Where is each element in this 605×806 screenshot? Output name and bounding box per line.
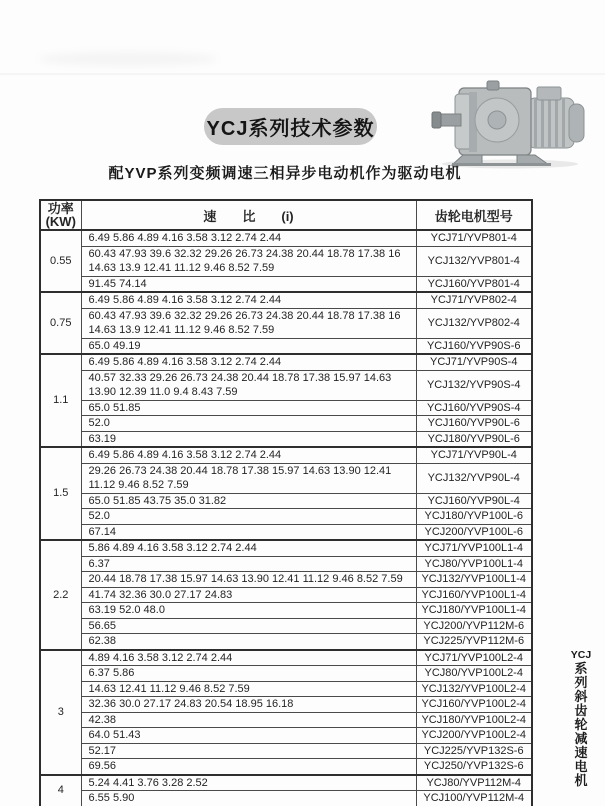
- ratio-cell: 6.37 5.86: [81, 666, 416, 682]
- header-power-line1: 功率: [47, 201, 74, 216]
- ratio-cell: 5.24 4.41 3.76 3.28 2.52: [81, 775, 416, 791]
- model-cell: YCJ132/YVP801-4: [416, 246, 532, 276]
- model-cell: YCJ71/YVP802-4: [416, 292, 532, 308]
- ratio-cell: 62.38: [81, 634, 416, 650]
- model-cell: YCJ200/YVP100L-6: [416, 524, 532, 540]
- ratio-cell: 52.0: [81, 416, 416, 432]
- header-power-line2: (KW): [45, 214, 76, 229]
- model-cell: YCJ71/YVP801-4: [416, 230, 532, 246]
- model-cell: YCJ100/YVP112M-4: [416, 791, 532, 806]
- page-subtitle: 配YVP系列变频调速三相异步电动机作为驱动电机: [108, 165, 462, 182]
- table-row: [40, 759, 532, 775]
- model-cell: YCJ250/YVP132S-6: [416, 759, 532, 775]
- model-cell: YCJ71/YVP100L1-4: [416, 540, 532, 556]
- ratio-cell: 41.74 32.36 30.0 27.17 24.83: [81, 587, 416, 603]
- ratio-cell: 64.0 51.43: [81, 728, 416, 744]
- power-cell: 4: [40, 775, 81, 806]
- ratio-cell: 67.14: [81, 524, 416, 540]
- model-cell: YCJ180/YVP100L2-4: [416, 712, 532, 728]
- ratio-cell: 56.65: [81, 618, 416, 634]
- model-cell: YCJ80/YVP112M-4: [416, 775, 532, 791]
- header-ratio: 速 比 (i): [81, 200, 416, 230]
- ratio-cell: 40.57 32.33 29.26 26.73 24.38 20.44 18.78 17.38 15.97 14.63 13.90 12.39 11.0 9.4 8.43 7.59: [81, 370, 416, 400]
- ratio-cell: 4.89 4.16 3.58 3.12 2.74 2.44: [81, 650, 416, 666]
- table-row: [40, 400, 532, 416]
- model-cell: YCJ80/YVP100L2-4: [416, 666, 532, 682]
- side-label-char: 减: [574, 731, 588, 746]
- table-row: [40, 572, 532, 588]
- model-cell: YCJ160/YVP90S-6: [416, 338, 532, 354]
- ratio-cell: 6.55 5.90: [81, 791, 416, 806]
- ratio-cell: 5.86 4.89 4.16 3.58 3.12 2.74 2.44: [81, 540, 416, 556]
- model-cell: YCJ160/YVP90S-4: [416, 400, 532, 416]
- table-row: [40, 791, 532, 806]
- side-label-char: 机: [574, 773, 588, 788]
- side-label-char: YCJ: [570, 649, 592, 661]
- model-cell: YCJ180/YVP100L1-4: [416, 603, 532, 619]
- ratio-cell: 52.0: [81, 509, 416, 525]
- ratio-cell: 63.19 52.0 48.0: [81, 603, 416, 619]
- scan-artifact-line: [0, 73, 605, 75]
- parameters-table: [39, 199, 533, 806]
- ratio-cell: 32.36 30.0 27.17 24.83 20.54 18.95 16.18: [81, 697, 416, 713]
- model-cell: YCJ132/YVP100L2-4: [416, 681, 532, 697]
- table-row: [40, 493, 532, 509]
- table-row: [40, 712, 532, 728]
- table-row: [40, 634, 532, 650]
- ratio-cell: 65.0 51.85 43.75 35.0 31.82: [81, 493, 416, 509]
- model-cell: YCJ132/YVP90S-4: [416, 370, 532, 400]
- table-row: [40, 431, 532, 447]
- power-cell: 1.1: [40, 354, 81, 447]
- table-row: [40, 618, 532, 634]
- power-cell: 0.55: [40, 230, 81, 292]
- model-cell: YCJ132/YVP802-4: [416, 308, 532, 338]
- ratio-cell: 60.43 47.93 39.6 32.32 29.26 26.73 24.38 20.44 18.78 17.38 16 14.63 13.9 12.41 11.12 9.46 8.52 7.59: [81, 246, 416, 276]
- ratio-cell: 6.37: [81, 556, 416, 572]
- table-row: [40, 587, 532, 603]
- parameters-table-body: [40, 230, 532, 806]
- ratio-cell: 20.44 18.78 17.38 15.97 14.63 13.90 12.41 11.12 9.46 8.52 7.59: [81, 572, 416, 588]
- table-row: [40, 556, 532, 572]
- side-tab-label: [568, 648, 594, 788]
- side-label-char: 齿: [574, 703, 588, 718]
- model-cell: YCJ160/YVP801-4: [416, 276, 532, 292]
- scan-artifact: [38, 52, 218, 66]
- table-row: [40, 463, 532, 493]
- side-label-char: 系: [574, 661, 588, 676]
- ratio-cell: 14.63 12.41 11.12 9.46 8.52 7.59: [81, 681, 416, 697]
- model-cell: YCJ200/YVP100L2-4: [416, 728, 532, 744]
- header-power: [40, 200, 81, 230]
- table-row: [40, 354, 532, 370]
- power-cell: 0.75: [40, 292, 81, 354]
- model-cell: YCJ71/YVP100L2-4: [416, 650, 532, 666]
- model-cell: YCJ225/YVP132S-6: [416, 743, 532, 759]
- model-cell: YCJ180/YVP90L-6: [416, 431, 532, 447]
- table-row: [40, 650, 532, 666]
- model-cell: YCJ180/YVP100L-6: [416, 509, 532, 525]
- power-cell: 3: [40, 650, 81, 775]
- model-cell: YCJ80/YVP100L1-4: [416, 556, 532, 572]
- page-title: YCJ系列技术参数: [204, 108, 377, 145]
- model-cell: YCJ160/YVP90L-4: [416, 493, 532, 509]
- model-cell: YCJ160/YVP100L1-4: [416, 587, 532, 603]
- side-label-char: 轮: [574, 717, 588, 732]
- table-row: [40, 370, 532, 400]
- ratio-cell: 91.45 74.14: [81, 276, 416, 292]
- model-cell: YCJ71/YVP90L-4: [416, 447, 532, 463]
- model-cell: YCJ71/YVP90S-4: [416, 354, 532, 370]
- table-row: [40, 292, 532, 308]
- table-row: [40, 230, 532, 246]
- table-row: [40, 338, 532, 354]
- ratio-cell: 63.19: [81, 431, 416, 447]
- table-row: [40, 681, 532, 697]
- table-row: [40, 540, 532, 556]
- ratio-cell: 29.26 26.73 24.38 20.44 18.78 17.38 15.97 14.63 13.90 12.41 11.12 9.46 8.52 7.59: [81, 463, 416, 493]
- model-cell: YCJ132/YVP100L1-4: [416, 572, 532, 588]
- table-row: [40, 447, 532, 463]
- table-row: [40, 728, 532, 744]
- table-row: [40, 697, 532, 713]
- power-cell: 1.5: [40, 447, 81, 540]
- ratio-cell: 65.0 49.19: [81, 338, 416, 354]
- table-row: [40, 308, 532, 338]
- model-cell: YCJ160/YVP90L-6: [416, 416, 532, 432]
- header-model: 齿轮电机型号: [416, 200, 532, 230]
- ratio-cell: 6.49 5.86 4.89 4.16 3.58 3.12 2.74 2.44: [81, 447, 416, 463]
- power-cell: 2.2: [40, 540, 81, 650]
- model-cell: YCJ160/YVP100L2-4: [416, 697, 532, 713]
- gear-motor-image: [425, 76, 590, 171]
- ratio-cell: 6.49 5.86 4.89 4.16 3.58 3.12 2.74 2.44: [81, 292, 416, 308]
- table-row: [40, 246, 532, 276]
- side-label-char: 速: [574, 745, 588, 760]
- model-cell: YCJ132/YVP90L-4: [416, 463, 532, 493]
- ratio-cell: 60.43 47.93 39.6 32.32 29.26 26.73 24.38 20.44 18.78 17.38 16 14.63 13.9 12.41 11.12 9.46 8.52 7.59: [81, 308, 416, 338]
- ratio-cell: 6.49 5.86 4.89 4.16 3.58 3.12 2.74 2.44: [81, 354, 416, 370]
- ratio-cell: 69.56: [81, 759, 416, 775]
- ratio-cell: 52.17: [81, 743, 416, 759]
- table-row: [40, 416, 532, 432]
- table-row: [40, 509, 532, 525]
- side-label-char: 电: [574, 759, 588, 774]
- table-header-row: [40, 200, 532, 230]
- ratio-cell: 42.38: [81, 712, 416, 728]
- table-row: [40, 775, 532, 791]
- ratio-cell: 6.49 5.86 4.89 4.16 3.58 3.12 2.74 2.44: [81, 230, 416, 246]
- table-row: [40, 603, 532, 619]
- table-row: [40, 524, 532, 540]
- table-row: [40, 666, 532, 682]
- side-label-char: 斜: [574, 689, 588, 704]
- table-row: [40, 743, 532, 759]
- ratio-cell: 65.0 51.85: [81, 400, 416, 416]
- table-row: [40, 276, 532, 292]
- model-cell: YCJ225/YVP112M-6: [416, 634, 532, 650]
- side-label-char: 列: [574, 675, 588, 690]
- model-cell: YCJ200/YVP112M-6: [416, 618, 532, 634]
